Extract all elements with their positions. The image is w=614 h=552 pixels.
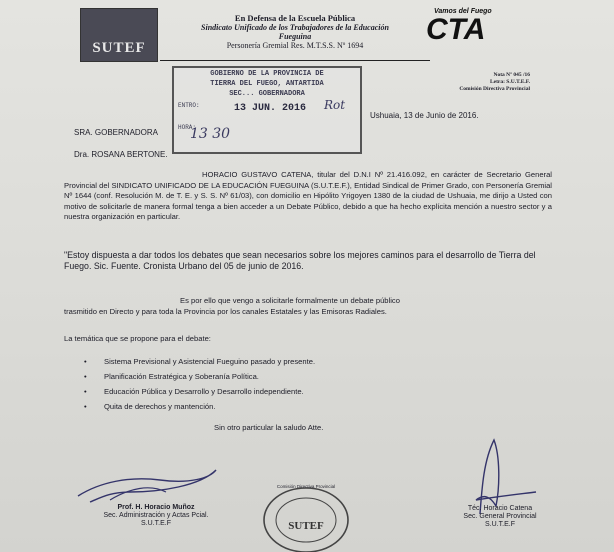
paragraph-2-line2: trasmitido en Directo y para toda la Provincia por los canales Estatales y las Emisoras Radiales.	[64, 306, 387, 316]
paragraph-1-text: HORACIO GUSTAVO CATENA, titular del D.N.I Nº 21.416.092, en carácter de Secretario General Provincial del SINDICATO UNIFICADO DE LA EDUCACIÓN FUEGUINA (S.U.T.E.F.), Entidad Sindical de Primer Grado, con Personería Gremial Nº 1644 (conf. Resolución M. de T. E. y S. S. Nº 61/03), con domicilio en Hipólito Yrigoyen 1380 de la ciudad de Ushuaia, me dirijo a Usted con motivo de solicitarle de manera formal tenga a bien acceder a un Debate Público, debido a que ha hecho explícita mención a nuestro sector y a nuestra organización en particular.	[64, 170, 552, 221]
left-signature-block	[96, 504, 216, 528]
topics-list	[84, 354, 504, 414]
sutef-logo-text: SUTEF	[92, 40, 146, 56]
closing-line: Sin otro particular la saludo Atte.	[214, 423, 324, 432]
letterhead	[160, 14, 430, 50]
paragraph-2-line1: Es por ello que vengo a solicitarle formalmente un debate público	[180, 296, 400, 305]
stamp-gov-line1: GOBIERNO DE LA PROVINCIA DE	[210, 70, 324, 78]
reference-comision: Comisión Directiva Provincial	[459, 86, 530, 92]
right-signer-name: Téc. Horacio Catena	[467, 505, 533, 512]
quoted-statement: "Estoy dispuesta a dar todos los debates que sean necesarios sobre los mejores caminos para el desarrollo de Tierra del Fuego. Sic. Fuente. Cronista Urbano del 05 de junio de 2016.	[64, 250, 536, 271]
right-signature-scribble	[440, 436, 540, 516]
letterhead-union-name-cont: Fueguina	[278, 32, 312, 41]
left-signer-name: Prof. H. Horacio Muñoz	[117, 504, 195, 511]
reference-block	[430, 72, 530, 93]
list-item: • Sistema Previsional y Asistencial Fueguino pasado y presente.	[84, 354, 504, 369]
union-seal-icon	[258, 480, 354, 552]
left-signer-role: Sec. Administración y Actas Pcial.	[103, 512, 209, 519]
cta-logo-top: Vamos del Fuego	[434, 8, 492, 15]
stamp-signature: Rot	[324, 98, 346, 112]
place-date: Ushuaia, 13 de Junio de 2016.	[370, 111, 479, 120]
recipient-name: Dra. ROSANA BERTONE.	[74, 150, 168, 159]
stamp-date: 13 JUN. 2016	[234, 103, 307, 114]
body-paragraph-1	[64, 170, 552, 223]
body-paragraph-2	[64, 296, 552, 317]
reception-stamp	[172, 66, 362, 154]
letterhead-divider	[160, 60, 430, 61]
stamp-gov-line3: SEC... GOBERNADORA	[229, 90, 305, 98]
topics-intro: La temática que se propone para el debate:	[64, 334, 211, 343]
letterhead-union-name: Sindicato Unificado de los Trabajadores de la Educación	[201, 23, 389, 32]
sutef-logo	[80, 8, 158, 62]
letterhead-registration: Personería Gremial Res. M.T.S.S. Nº 1694	[226, 41, 364, 50]
stamp-entro-label: ENTRO:	[178, 102, 200, 109]
right-signer-org: S.U.T.E.F	[485, 521, 515, 528]
recipient-title: SRA. GOBERNADORA	[74, 128, 159, 137]
stamp-gov-line2: TIERRA DEL FUEGO, ANTARTIDA	[210, 80, 324, 88]
cta-logo	[426, 8, 514, 60]
letterhead-motto: En Defensa de la Escuela Pública	[234, 13, 356, 23]
reference-letra: Letra: S.U.T.E.F.	[489, 79, 530, 85]
list-item: • Planificación Estratégica y Soberanía Política.	[84, 369, 504, 384]
stamp-hora-label: HORA:	[178, 124, 197, 131]
reference-nota: Nota Nº 045 /16	[493, 72, 530, 78]
left-signature-scribble	[70, 462, 220, 510]
left-signer-org: S.U.T.E.F	[141, 520, 171, 527]
right-signer-role: Sec. General Provincial	[463, 513, 537, 520]
stamp-hour: 13 30	[190, 126, 231, 142]
cta-logo-text: CTA	[426, 13, 486, 46]
list-item: • Quita de derechos y mantención.	[84, 399, 504, 414]
list-item: • Educación Pública y Desarrollo y Desarrollo independiente.	[84, 384, 504, 399]
seal-logo-text: SUTEF	[288, 520, 324, 532]
right-signature-block	[430, 505, 570, 529]
seal-caption: Comisión Directiva Provincial	[276, 484, 336, 489]
